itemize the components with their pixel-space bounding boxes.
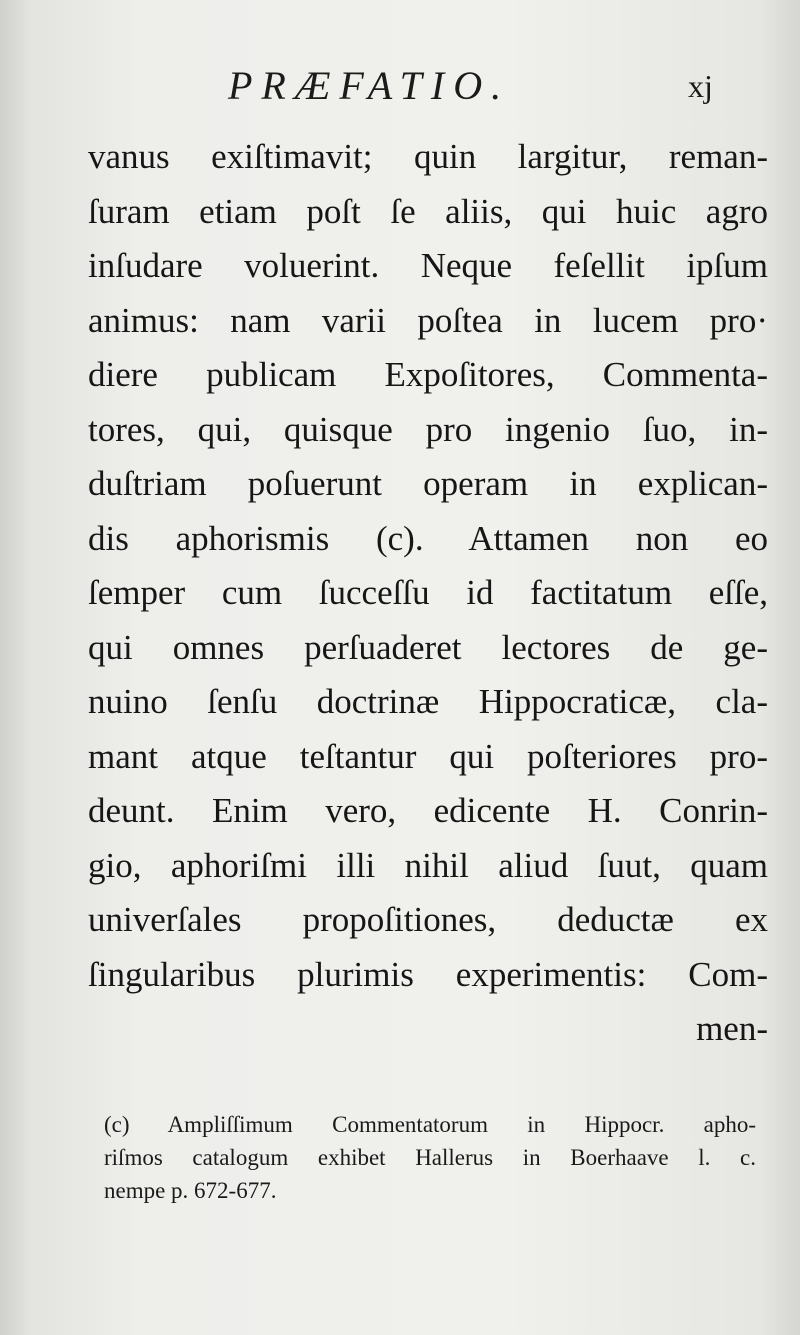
footnote: [104, 1108, 756, 1207]
text-line: nuino ſenſu doctrinæ Hippocraticæ, cla-: [88, 682, 768, 721]
text-line: qui omnes perſuaderet lectores de ge-: [88, 627, 768, 667]
text-line: tores, qui, quisque pro ingenio ſuo, in-: [88, 409, 768, 449]
text-line: ſuram etiam poſt ſe aliis, qui huic agro: [88, 191, 768, 231]
text-line: ſingularibus plurimis experimentis: Com-: [88, 954, 768, 994]
catchword: men-: [696, 1009, 768, 1048]
text-line: vanus exiſtimavit; quin largitur, reman-: [88, 137, 768, 176]
text-line: univerſales propoſitiones, deductæ ex: [88, 900, 768, 939]
text-line: diere publicam Expoſitores, Commenta-: [88, 355, 768, 394]
footnote-line: (c) Ampliſſimum Commentatorum in Hippocr. apho-: [104, 1112, 756, 1137]
text-line: dis aphorismis (c). Attamen non eo: [88, 518, 768, 558]
text-line: duſtriam poſuerunt operam in explican-: [88, 464, 768, 503]
page-header: [0, 62, 800, 112]
footnote-line: nempe p. 672-677.: [104, 1178, 277, 1203]
text-line: deunt. Enim vero, edicente H. Conrin-: [88, 791, 768, 830]
footnote-line: riſmos catalogum exhibet Hallerus in Boerhaave l. c.: [104, 1145, 756, 1170]
text-line: animus: nam varii poſtea in lucem pro·: [88, 300, 768, 340]
text-line: mant atque teſtantur qui poſteriores pro-: [88, 736, 768, 776]
page-number: xj: [688, 68, 713, 104]
body-text: [88, 130, 768, 1057]
text-line: ſemper cum ſucceſſu id factitatum eſſe,: [88, 573, 768, 612]
text-line: gio, aphoriſmi illi nihil aliud ſuut, quam: [88, 845, 768, 885]
text-line: inſudare voluerint. Neque feſellit ipſum: [88, 246, 768, 285]
running-head: PRÆFATIO.: [228, 63, 511, 108]
